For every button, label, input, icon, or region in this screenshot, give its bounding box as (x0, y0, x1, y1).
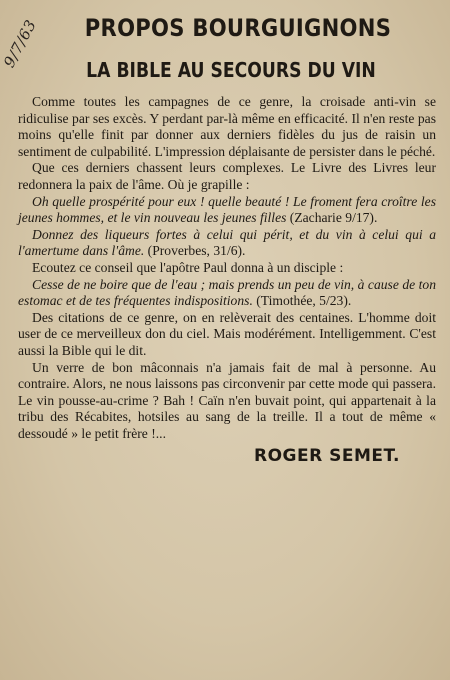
paragraph: Ecoutez ce conseil que l'apôtre Paul donna à un disciple : (32, 259, 344, 275)
quote-text: Oh quelle prospérité pour eux ! quelle beauté ! Le froment fera croître les jeunes hommes, et le vin nouveau les jeunes filles (18, 193, 436, 226)
paragraph: Un verre de bon mâconnais n'a jamais fait de mal à personne. Au contraire. Alors, ne nous laissons pas circonvenir par cette mode qui passera. Le vin pousse-au-crime ? Bah ! Caïn n'en buvait point, qui appartenait à la tribu des Récabites, hotsiles au sang de la treille. Il a tout de même « dessoudé » le petit frère !... (18, 359, 436, 441)
quote-text: Cesse de ne boire que de l'eau ; mais prends un peu de vin, à cause de ton estomac et de tes fréquentes indispositions. (18, 276, 436, 309)
author-signature: ROGER SEMET. (254, 446, 400, 467)
article-body (18, 94, 436, 442)
paragraph: Que ces derniers chassent leurs complexes. Le Livre des Livres leur redonnera la paix de l'âme. Où je grapille : (18, 160, 436, 192)
bible-quote (18, 194, 436, 227)
quote-source: (Zacharie 9/17). (286, 210, 378, 226)
quote-source: (Proverbes, 31/6). (144, 243, 246, 259)
paragraph: Comme toutes les campagnes de ce genre, la croisade anti-vin se ridiculise par ses excès. Y perdant par-là même en efficacité. Il n'en reste pas moins qu'elle finit par donner aux derniers fidèles du jus de raisin un sentiment de culpabilité. L'impression déplaisante de persister dans le péché. (18, 94, 436, 159)
quote-source: (Timothée, 5/23). (252, 293, 352, 309)
bible-quote (18, 277, 436, 310)
paragraph: Des citations de ce genre, on en relèverait des centaines. L'homme doit user de ce merveilleux don du ciel. Mais modérément. Intelligemment. C'est aussi la Bible qui le dit. (18, 309, 436, 358)
handwritten-date: 9/7/63 (0, 16, 40, 71)
quote-text: Donnez des liqueurs fortes à celui qui périt, et du vin à celui qui a l'amertume dans l'âme. (18, 226, 436, 259)
column-header: PROPOS BOURGUIGNONS (84, 14, 392, 42)
bible-quote (18, 227, 436, 260)
article-headline: LA BIBLE AU SECOURS DU VIN (86, 58, 376, 82)
